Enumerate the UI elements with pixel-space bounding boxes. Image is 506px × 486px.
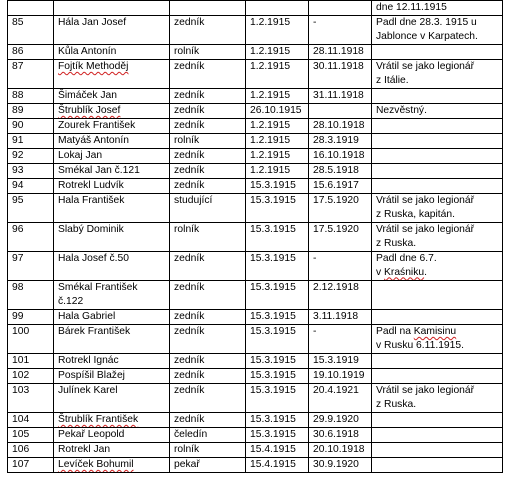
enlisted-date-cell: 15.3.1915 bbox=[246, 179, 309, 194]
returned-date-cell: 30.9.1920 bbox=[309, 458, 372, 473]
name-text: Rotrekl Ignác bbox=[58, 355, 119, 366]
returned-date-cell: 15.6.1917 bbox=[309, 179, 372, 194]
note-line: v Rusku 6.11.1915. bbox=[376, 339, 464, 351]
enlisted-date-cell: 15.3.1915 bbox=[246, 369, 309, 384]
name-cell bbox=[54, 1, 170, 16]
note-line: v Kraśniku. bbox=[376, 266, 427, 278]
name-cell bbox=[54, 281, 170, 310]
name-text: Hala Gabriel bbox=[58, 311, 116, 322]
returned-date-cell: - bbox=[309, 252, 372, 281]
row-number-cell: 95 bbox=[8, 194, 54, 223]
row-number-cell: 91 bbox=[8, 134, 54, 149]
table-row bbox=[8, 458, 503, 473]
enlisted-date-cell: 1.2.1915 bbox=[246, 45, 309, 60]
table-row bbox=[8, 252, 503, 281]
note-cell bbox=[372, 325, 503, 354]
occupation-cell: rolník bbox=[170, 223, 246, 252]
name-cell bbox=[54, 134, 170, 149]
note-cell bbox=[372, 45, 503, 60]
occupation-cell: zedník bbox=[170, 164, 246, 179]
enlisted-date-cell: 15.4.1915 bbox=[246, 443, 309, 458]
returned-date-cell: 28.11.1918 bbox=[309, 45, 372, 60]
row-number-cell: 101 bbox=[8, 354, 54, 369]
note-line: Padl na Kamisinu bbox=[376, 326, 457, 337]
returned-date-cell: 16.10.1918 bbox=[309, 149, 372, 164]
returned-date-cell: 20.10.1918 bbox=[309, 443, 372, 458]
note-line: z Ruska, kapitán. bbox=[376, 208, 455, 220]
table-row bbox=[8, 310, 503, 325]
note-cell bbox=[372, 104, 503, 119]
row-number-cell: 100 bbox=[8, 325, 54, 354]
note-line: Vrátil se jako legionář bbox=[376, 224, 475, 235]
war-records-table bbox=[7, 0, 503, 473]
occupation-cell: zedník bbox=[170, 89, 246, 104]
name-cell bbox=[54, 443, 170, 458]
note-line: Vrátil se jako legionář bbox=[376, 385, 475, 396]
enlisted-date-cell: 1.2.1915 bbox=[246, 60, 309, 89]
name-cell bbox=[54, 149, 170, 164]
note-cell bbox=[372, 134, 503, 149]
note-cell bbox=[372, 164, 503, 179]
name-cell bbox=[54, 104, 170, 119]
occupation-cell: zedník bbox=[170, 104, 246, 119]
row-number-cell: 90 bbox=[8, 119, 54, 134]
enlisted-date-cell: 15.3.1915 bbox=[246, 413, 309, 428]
name-text: Šimáček Jan bbox=[58, 90, 117, 101]
note-line: Vrátil se jako legionář bbox=[376, 61, 475, 72]
occupation-cell: zedník bbox=[170, 325, 246, 354]
table-row bbox=[8, 325, 503, 354]
note-cell bbox=[372, 194, 503, 223]
returned-date-cell: 15.3.1919 bbox=[309, 354, 372, 369]
note-cell bbox=[372, 443, 503, 458]
name-text: Lokaj Jan bbox=[58, 150, 103, 161]
note-line: dne 12.11.1915 bbox=[376, 2, 447, 13]
name-text: Štrublík František bbox=[58, 414, 139, 425]
occupation-cell: zedník bbox=[170, 310, 246, 325]
note-cell bbox=[372, 149, 503, 164]
note-line: Vrátil se jako legionář bbox=[376, 195, 475, 206]
note-cell bbox=[372, 179, 503, 194]
enlisted-date-cell: 1.2.1915 bbox=[246, 16, 309, 45]
name-text: Matyáš Antonín bbox=[58, 135, 129, 146]
row-number-cell: 99 bbox=[8, 310, 54, 325]
row-number-cell: 94 bbox=[8, 179, 54, 194]
name-cell bbox=[54, 89, 170, 104]
table-row bbox=[8, 384, 503, 413]
note-line: z Itálie. bbox=[376, 74, 409, 86]
note-cell bbox=[372, 428, 503, 443]
occupation-cell: zedník bbox=[170, 149, 246, 164]
enlisted-date-cell: 15.3.1915 bbox=[246, 281, 309, 310]
table-row bbox=[8, 149, 503, 164]
row-number-cell: 96 bbox=[8, 223, 54, 252]
table-row bbox=[8, 104, 503, 119]
enlisted-date-cell: 15.3.1915 bbox=[246, 354, 309, 369]
returned-date-cell: 30.6.1918 bbox=[309, 428, 372, 443]
table-body bbox=[8, 1, 503, 473]
name-text: Hála Jan Josef bbox=[58, 17, 127, 28]
table-row bbox=[8, 89, 503, 104]
returned-date-cell: 28.5.1918 bbox=[309, 164, 372, 179]
name-text: Julínek Karel bbox=[58, 385, 118, 396]
occupation-cell: rolník bbox=[170, 134, 246, 149]
note-cell bbox=[372, 252, 503, 281]
returned-date-cell: - bbox=[309, 325, 372, 354]
table-row bbox=[8, 354, 503, 369]
row-number-cell bbox=[8, 1, 54, 16]
occupation-cell: zedník bbox=[170, 413, 246, 428]
row-number-cell: 103 bbox=[8, 384, 54, 413]
enlisted-date-cell: 15.3.1915 bbox=[246, 428, 309, 443]
table-row bbox=[8, 1, 503, 16]
name-cell bbox=[54, 164, 170, 179]
occupation-cell: rolník bbox=[170, 45, 246, 60]
note-line: z Ruska. bbox=[376, 398, 417, 410]
enlisted-date-cell: 15.3.1915 bbox=[246, 223, 309, 252]
enlisted-date-cell: 1.2.1915 bbox=[246, 149, 309, 164]
note-cell bbox=[372, 281, 503, 310]
note-line: z Ruska. bbox=[376, 237, 417, 249]
row-number-cell: 98 bbox=[8, 281, 54, 310]
note-cell bbox=[372, 369, 503, 384]
returned-date-cell: 30.11.1918 bbox=[309, 60, 372, 89]
occupation-cell: zedník bbox=[170, 369, 246, 384]
name-text: Hala Josef č.50 bbox=[58, 253, 129, 264]
note-cell bbox=[372, 119, 503, 134]
table-row bbox=[8, 164, 503, 179]
table-row bbox=[8, 281, 503, 310]
enlisted-date-cell: 26.10.1915 bbox=[246, 104, 309, 119]
name-cell bbox=[54, 384, 170, 413]
name-text: Smékal František bbox=[58, 282, 138, 293]
name-text: Rotrekl Ludvík bbox=[58, 180, 124, 191]
name-text: Zourek František bbox=[58, 120, 136, 131]
returned-date-cell: - bbox=[309, 16, 372, 45]
table-row bbox=[8, 134, 503, 149]
occupation-cell: rolník bbox=[170, 443, 246, 458]
table-row bbox=[8, 413, 503, 428]
war-records-table-container bbox=[7, 0, 502, 473]
row-number-cell: 97 bbox=[8, 252, 54, 281]
name-text: Pekař Leopold bbox=[58, 429, 125, 440]
note-cell bbox=[372, 89, 503, 104]
occupation-cell: zedník bbox=[170, 16, 246, 45]
table-row bbox=[8, 45, 503, 60]
name-cell bbox=[54, 252, 170, 281]
returned-date-cell: 19.10.1919 bbox=[309, 369, 372, 384]
name-cell bbox=[54, 119, 170, 134]
note-line: Padl dne 28.3. 1915 u bbox=[376, 17, 477, 28]
table-row bbox=[8, 60, 503, 89]
spellcheck-word: Kraśniku bbox=[384, 266, 425, 278]
enlisted-date-cell: 1.2.1915 bbox=[246, 89, 309, 104]
enlisted-date-cell: 1.2.1915 bbox=[246, 134, 309, 149]
name-text: Hala František bbox=[58, 195, 125, 206]
enlisted-date-cell: 15.3.1915 bbox=[246, 384, 309, 413]
table-row bbox=[8, 194, 503, 223]
row-number-cell: 107 bbox=[8, 458, 54, 473]
row-number-cell: 105 bbox=[8, 428, 54, 443]
name-text: Fojtík Methoděj bbox=[58, 61, 129, 72]
name-text: Kůla Antonín bbox=[58, 46, 117, 57]
returned-date-cell: 2.12.1918 bbox=[309, 281, 372, 310]
returned-date-cell: 17.5.1920 bbox=[309, 194, 372, 223]
name-cell bbox=[54, 16, 170, 45]
name-cell bbox=[54, 223, 170, 252]
name-text: Rotrekl Jan bbox=[58, 444, 111, 455]
enlisted-date-cell bbox=[246, 1, 309, 16]
returned-date-cell: 28.3.1919 bbox=[309, 134, 372, 149]
name-text-continued: č.122 bbox=[58, 295, 84, 307]
row-number-cell: 104 bbox=[8, 413, 54, 428]
name-cell bbox=[54, 310, 170, 325]
name-text: Levíček Bohumil bbox=[58, 459, 134, 470]
returned-date-cell bbox=[309, 1, 372, 16]
returned-date-cell bbox=[309, 104, 372, 119]
note-cell bbox=[372, 354, 503, 369]
row-number-cell: 85 bbox=[8, 16, 54, 45]
name-text: Slabý Dominik bbox=[58, 224, 124, 235]
occupation-cell: zedník bbox=[170, 384, 246, 413]
name-cell bbox=[54, 458, 170, 473]
note-cell bbox=[372, 1, 503, 16]
occupation-cell: zedník bbox=[170, 119, 246, 134]
occupation-cell: zedník bbox=[170, 354, 246, 369]
table-row bbox=[8, 16, 503, 45]
note-line: Jablonce v Karpatech. bbox=[376, 30, 478, 42]
name-cell bbox=[54, 179, 170, 194]
row-number-cell: 86 bbox=[8, 45, 54, 60]
enlisted-date-cell: 15.3.1915 bbox=[246, 252, 309, 281]
spellcheck-word: Kamisinu bbox=[413, 326, 457, 337]
table-row bbox=[8, 223, 503, 252]
table-row bbox=[8, 369, 503, 384]
name-text: Pospíšil Blažej bbox=[58, 370, 125, 381]
occupation-cell bbox=[170, 1, 246, 16]
enlisted-date-cell: 1.2.1915 bbox=[246, 164, 309, 179]
returned-date-cell: 29.9.1920 bbox=[309, 413, 372, 428]
enlisted-date-cell: 15.3.1915 bbox=[246, 310, 309, 325]
name-text: Štrublík Josef bbox=[58, 105, 121, 116]
name-cell bbox=[54, 354, 170, 369]
name-cell bbox=[54, 413, 170, 428]
returned-date-cell: 17.5.1920 bbox=[309, 223, 372, 252]
note-cell bbox=[372, 458, 503, 473]
row-number-cell: 92 bbox=[8, 149, 54, 164]
name-cell bbox=[54, 428, 170, 443]
table-row bbox=[8, 443, 503, 458]
name-text: Bárek František bbox=[58, 326, 131, 337]
occupation-cell: studující bbox=[170, 194, 246, 223]
occupation-cell: zedník bbox=[170, 60, 246, 89]
returned-date-cell: 3.11.1918 bbox=[309, 310, 372, 325]
occupation-cell: pekař bbox=[170, 458, 246, 473]
returned-date-cell: 20.4.1921 bbox=[309, 384, 372, 413]
occupation-cell: zedník bbox=[170, 252, 246, 281]
name-cell bbox=[54, 369, 170, 384]
note-line: Nezvěstný. bbox=[376, 105, 427, 116]
returned-date-cell: 31.11.1918 bbox=[309, 89, 372, 104]
occupation-cell: zedník bbox=[170, 281, 246, 310]
name-cell bbox=[54, 45, 170, 60]
enlisted-date-cell: 1.2.1915 bbox=[246, 119, 309, 134]
name-cell bbox=[54, 325, 170, 354]
note-cell bbox=[372, 384, 503, 413]
row-number-cell: 88 bbox=[8, 89, 54, 104]
enlisted-date-cell: 15.3.1915 bbox=[246, 325, 309, 354]
note-cell bbox=[372, 60, 503, 89]
enlisted-date-cell: 15.4.1915 bbox=[246, 458, 309, 473]
returned-date-cell: 28.10.1918 bbox=[309, 119, 372, 134]
table-row bbox=[8, 428, 503, 443]
table-row bbox=[8, 119, 503, 134]
name-cell bbox=[54, 194, 170, 223]
note-cell bbox=[372, 223, 503, 252]
occupation-cell: čeledín bbox=[170, 428, 246, 443]
name-text: Smékal Jan č.121 bbox=[58, 165, 140, 176]
row-number-cell: 89 bbox=[8, 104, 54, 119]
note-line: Padl dne 6.7. bbox=[376, 253, 437, 264]
note-cell bbox=[372, 16, 503, 45]
row-number-cell: 87 bbox=[8, 60, 54, 89]
note-cell bbox=[372, 413, 503, 428]
enlisted-date-cell: 15.3.1915 bbox=[246, 194, 309, 223]
note-cell bbox=[372, 310, 503, 325]
name-cell bbox=[54, 60, 170, 89]
occupation-cell: zedník bbox=[170, 179, 246, 194]
row-number-cell: 106 bbox=[8, 443, 54, 458]
row-number-cell: 93 bbox=[8, 164, 54, 179]
table-row bbox=[8, 179, 503, 194]
row-number-cell: 102 bbox=[8, 369, 54, 384]
